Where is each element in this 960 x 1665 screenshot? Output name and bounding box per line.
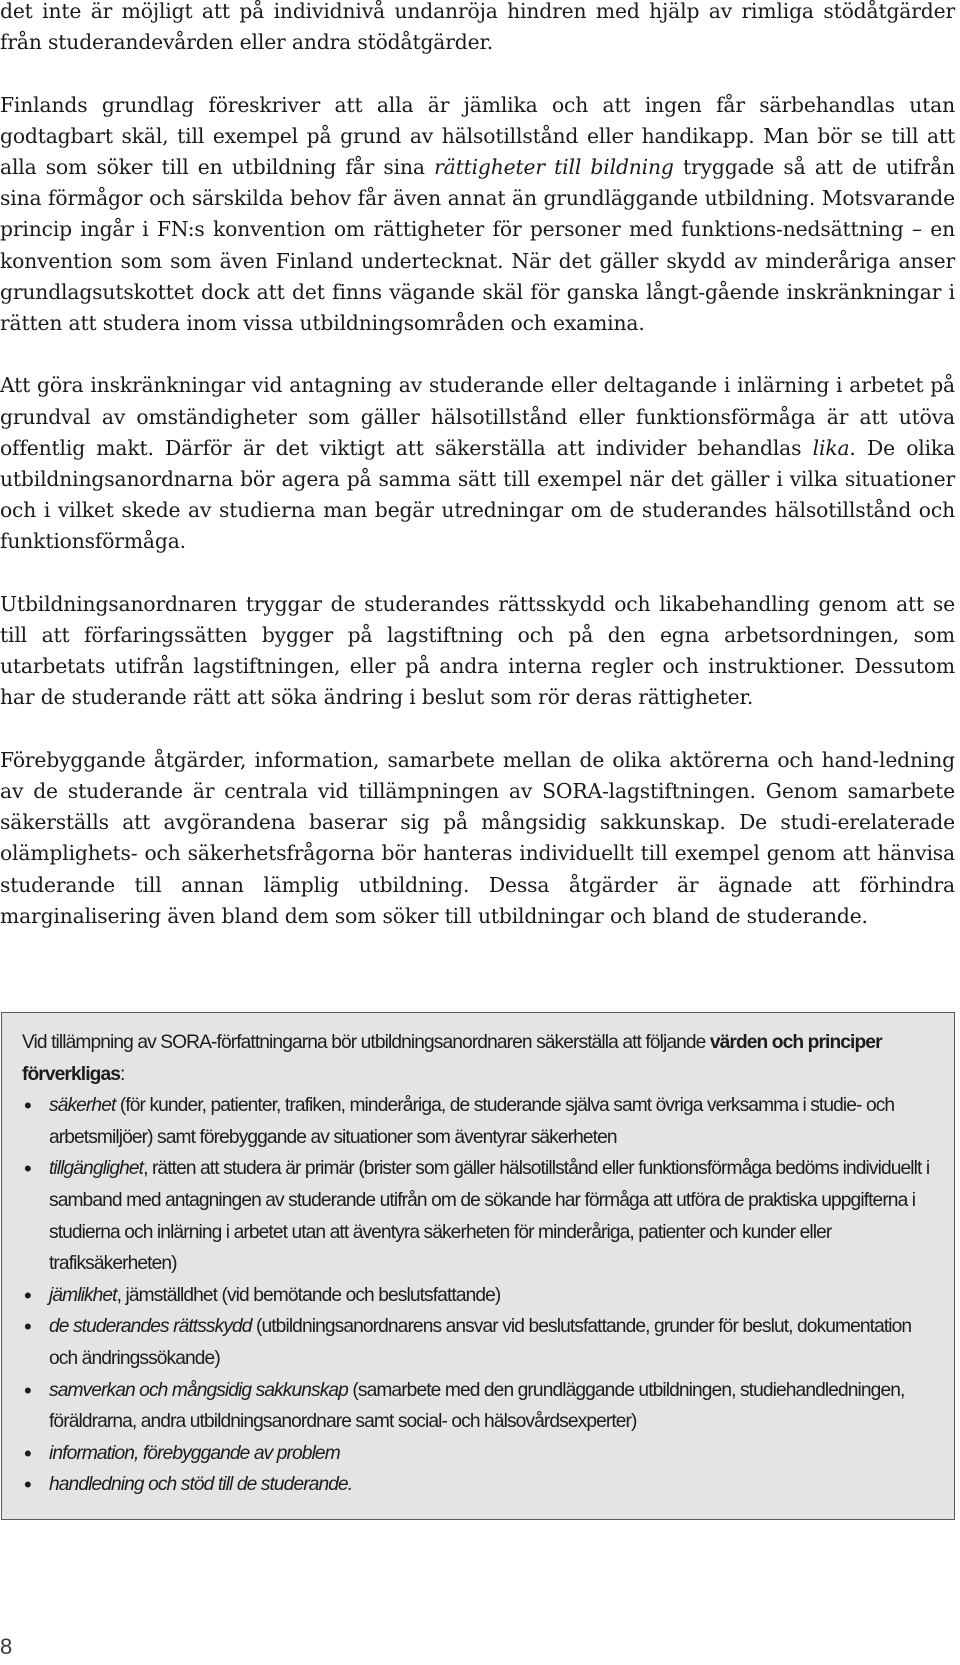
emphasis-text: lika	[812, 435, 850, 460]
list-item-emphasis: tillgänglighet	[49, 1158, 144, 1180]
box-intro	[22, 1027, 936, 1090]
bullet-icon: •	[24, 1282, 31, 1308]
list-item	[22, 1090, 936, 1153]
list-item-text: , rätten att studera är primär (brister som gäller hälsotillstånd eller funktionsförmåga bedöms individuellt i samband med antagningen av studerande utifrån om de sökande har förmåga att utföra de praktiska uppgifterna i studierna och inlärning i arbetet utan att äventyra säkerheten för minderåriga, patienter och kunder eller trafiksäkerheten)	[49, 1158, 930, 1275]
list-item-emphasis: samverkan och mångsidig sakkunskap	[49, 1379, 348, 1401]
list-item	[22, 1280, 936, 1312]
box-intro-text: :	[119, 1063, 125, 1085]
list-item-emphasis: säkerhet	[49, 1095, 116, 1117]
paragraph-text: Utbildningsanordnaren tryggar de studerandes rättsskydd och likabehandling genom att se till att förfaringssätten bygger på lagstiftning och på den egna arbetsordningen, som utarbetats utifrån lagstiftningen, eller på andra interna regler och instruktioner. Dessutom har de studerande rätt att söka ändring i beslut som rör deras rättigheter.	[0, 591, 955, 710]
page-number: 8	[0, 1634, 13, 1659]
list-item-text: (utbildningsanordnarens ansvar vid beslutsfattande, grunder för beslut, dokumentation och ändringssökande)	[49, 1316, 912, 1369]
paragraph	[0, 370, 955, 557]
bullet-icon: •	[24, 1377, 31, 1403]
list-item-emphasis: jämlikhet	[49, 1284, 117, 1306]
bullet-icon: •	[24, 1472, 31, 1498]
principles-list	[22, 1090, 936, 1501]
paragraph-text: tryggade så att de utifrån sina förmågor och särskilda behov får även annat än grundläggande utbildning. Motsvarande princip ingår i FN:s konvention om rättigheter för personer med funktions-nedsättning – en konvention som som även Finland undertecknat. När det gäller skydd av minderåriga anser grundlagsutskottet dock att det finns vägande skäl för ganska långt-gående inskränkningar i rätten att studera inom vissa utbildningsområden och examina.	[0, 155, 955, 336]
list-item	[22, 1438, 936, 1470]
box-intro-strong: värden och principer förverkligas	[22, 1032, 882, 1085]
paragraph-text: Förebyggande åtgärder, information, samarbete mellan de olika aktörerna och hand-ledning av de studerande är centrala vid tillämpningen av SORA-lagstiftningen. Genom samarbete säkerställs att avgörandena baserar sig på mångsidig sakkunskap. De studi-erelaterade olämplighets- och säkerhetsfrågorna bör hanteras individuellt till exempel genom att hänvisa studerande till annan lämplig utbildning. Dessa åtgärder är ägnade att förhindra marginalisering även bland dem som söker till utbildningar och bland de studerande.	[0, 747, 955, 928]
principles-box	[1, 1012, 955, 1520]
box-intro-text: Vid tillämpning av SORA-författningarna bör utbildningsanordnaren säkerställa att följande	[22, 1032, 710, 1053]
paragraph-text: Att göra inskränkningar vid antagning av studerande eller deltagande i inlärning i arbetet på grundval av omständigheter som gäller hälsotillstånd eller funktionsförmåga är att utöva offentlig makt. Därför är det viktigt att säkerställa att individer behandlas	[0, 373, 955, 460]
paragraph	[0, 745, 955, 932]
paragraph-text: . De olika utbildningsanordnarna bör agera på samma sätt till exempel när det gäller i vilka situationer och i vilket skede av studierna man begär utredningar om de studerandes hälsotillstånd och funktionsförmåga.	[0, 435, 956, 554]
list-item-text: (för kunder, patienter, trafiken, minderåriga, de studerande själva samt övriga verksamma i studie- och arbetsmiljöer) samt förebyggande av situationer som äventyrar säkerheten	[49, 1095, 895, 1148]
paragraph-text: det inte är möjligt att på individnivå undanröja hindren med hjälp av rimliga stödåtgärder från studerandevården eller andra stödåtgärder.	[0, 0, 955, 55]
emphasis-text: rättigheter till bildning	[434, 155, 674, 179]
bullet-icon: •	[24, 1093, 31, 1119]
paragraph	[0, 90, 955, 340]
paragraph-text: Finlands grundlag föreskriver att alla är jämlika och att ingen får särbehandlas utan godtagbart skäl, till exempel på grund av hälsotillstånd eller handikapp. Man bör se till att alla som söker till en utbildning får sina	[0, 92, 955, 179]
list-item-emphasis: handledning och stöd till de studerande.	[49, 1474, 353, 1496]
list-item	[22, 1153, 936, 1279]
list-item	[22, 1311, 936, 1374]
list-item	[22, 1375, 936, 1438]
bullet-icon: •	[24, 1156, 31, 1182]
bullet-icon: •	[24, 1440, 31, 1466]
list-item-text: (samarbete med den grundläggande utbildningen, studiehandledningen, föräldrarna, andra utbildningsanordnare samt social- och hälsovårdsexperter)	[49, 1379, 905, 1433]
paragraph	[0, 589, 955, 714]
list-item-emphasis: information, förebyggande av problem	[49, 1442, 340, 1464]
bullet-icon: •	[24, 1314, 31, 1340]
paragraph	[0, 0, 955, 58]
list-item-emphasis: de studerandes rättsskydd	[49, 1316, 252, 1338]
list-item	[22, 1469, 936, 1501]
list-item-text: , jämställdhet (vid bemötande och beslutsfattande)	[116, 1284, 501, 1306]
